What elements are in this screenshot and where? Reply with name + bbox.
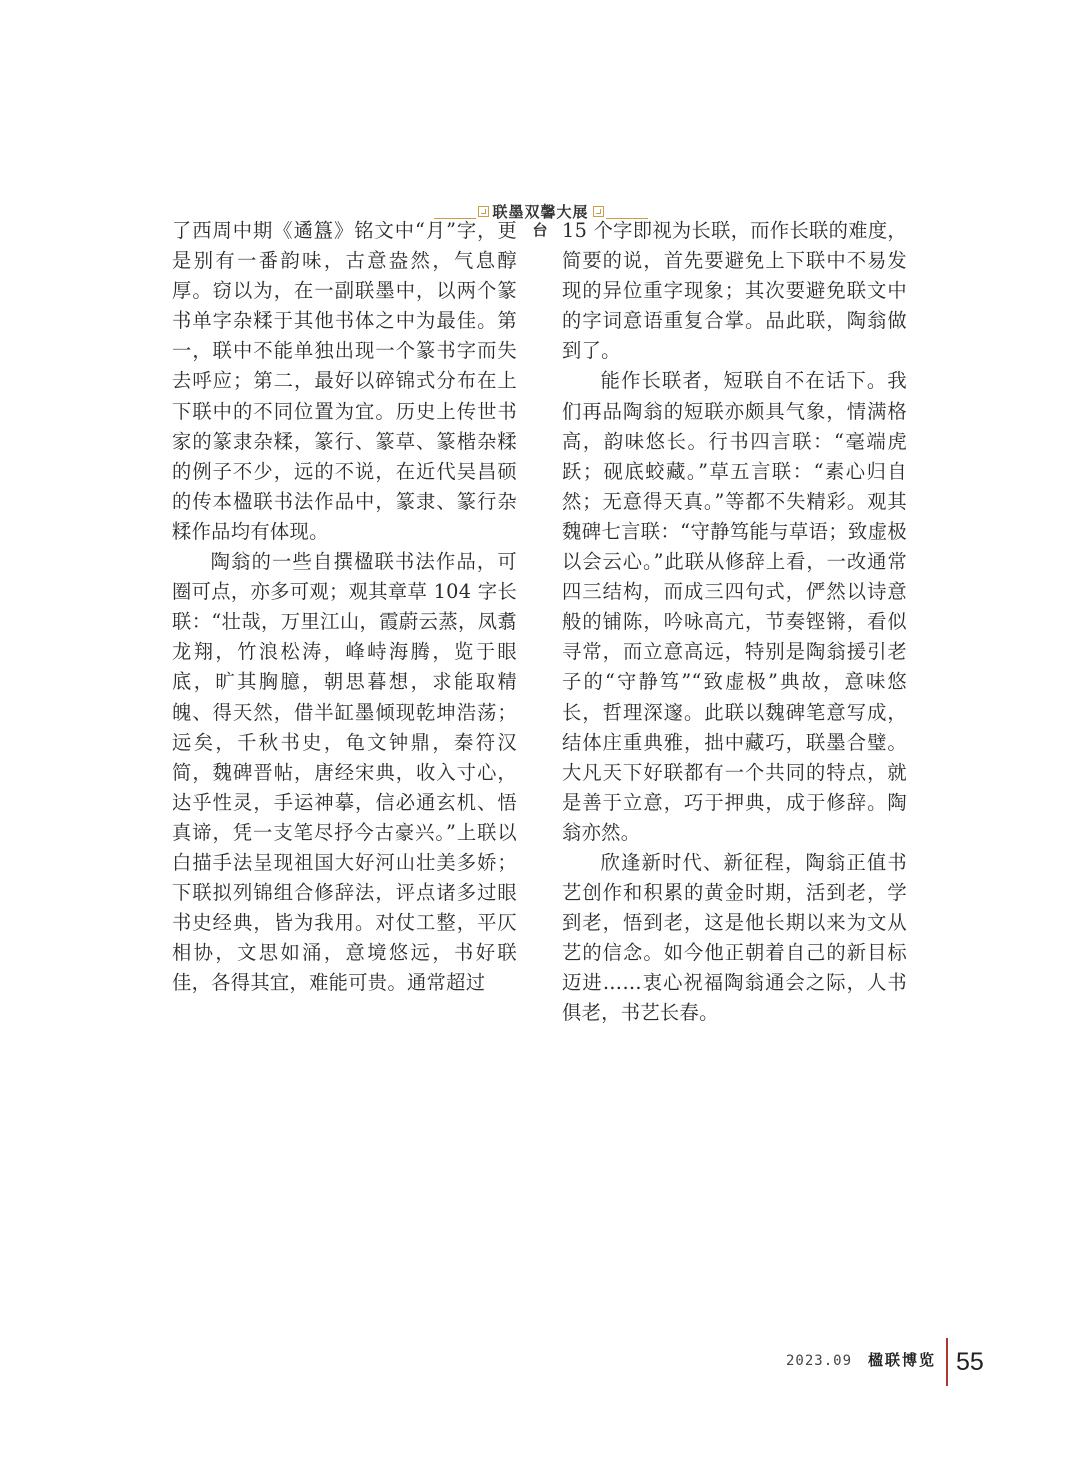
running-header: [0, 100, 1080, 239]
footer-divider: [946, 1338, 948, 1386]
paragraph: 陶翁的一些自撰楹联书法作品，可圈可点，亦多可观；观其章草 104 字长联：“壮哉，万里江山，霞蔚云蒸，凤翥龙翔，竹浪松涛，峰峙海腾，览于眼底，旷其胸臆，朝思暮想，求能取精魄、得天然，借半缸墨倾现乾坤浩荡；远矣，千秋书史，龟文钟鼎，秦符汉简，魏碑晋帖，唐经宋典，收入寸心，达乎性灵，手运神摹，信必通玄机、悟真谛，凭一支笔尽抒今古豪兴。”上联以白描手法呈现祖国大好河山壮美多娇；下联拟列锦组合修辞法，评点诸多过眼书史经典，皆为我用。对仗工整，平仄相协，文思如涌，意境悠远，书好联佳，各得其宜，难能可贵。通常超过: [172, 550, 517, 995]
paragraph: 15 个字即视为长联，而作长联的难度，简要的说，首先要避免上下联中不易发现的异位重字现象；其次要避免联文中的字词意语重复合掌。品此联，陶翁做到了。: [562, 219, 907, 363]
page-number: 55: [956, 1348, 984, 1376]
paragraph: 欣逢新时代、新征程，陶翁正值书艺创作和积累的黄金时期，活到老，学到老，悟到老，这是他长期以来为文从艺的信念。如今他正朝着自己的新目标迈进……衷心祝福陶翁通会之际，人书俱老，书艺长春。: [562, 850, 907, 1025]
issue-date: 2023.09: [786, 1353, 853, 1369]
paragraph: 能作长联者，短联自不在话下。我们再品陶翁的短联亦颇具气象，情满格高，韵味悠长。行书四言联：“毫端虎跃；砚底蛟藏。”草五言联：“素心归自然；无意得天真。”等都不失精彩。观其魏碑七言联：“守静笃能与草语；致虚极以会云心。”此联从修辞上看，一改通常四三结构，而成三四句式，俨然以诗意般的铺陈，吟咏高亢，节奏铿锵，看似寻常，而立意高远，特别是陶翁援引老子的“守静笃”“致虚极”典故，意味悠长，哲理深邃。此联以魏碑笔意写成，结体庄重典雅，拙中藏巧，联墨合璧。大凡天下好联都有一个共同的特点，就是善于立意，巧于押典，成于修辞。陶翁亦然。: [562, 369, 907, 844]
paragraph: 了西周中期《遹簋》铭文中“月”字，更是别有一番韵味，古意盎然，气息醇厚。窃以为，在一副联墨中，以两个篆书单字杂糅于其他书体之中为最佳。第一，联中不能单独出现一个篆书字而失去呼应；第二，最好以碎锦式分布在上下联中的不同位置为宜。历史上传世书家的篆隶杂糅，篆行、篆草、篆楷杂糅的例子不少，远的不说，在近代吴昌硕的传本楹联书法作品中，篆隶、篆行杂糅作品均有体现。: [172, 219, 517, 543]
body-column-right: [562, 216, 907, 1029]
section-title: 联墨双馨大展台: [492, 203, 589, 239]
body-column-left: [172, 216, 517, 998]
magazine-name: 楹联博览: [868, 1351, 937, 1369]
